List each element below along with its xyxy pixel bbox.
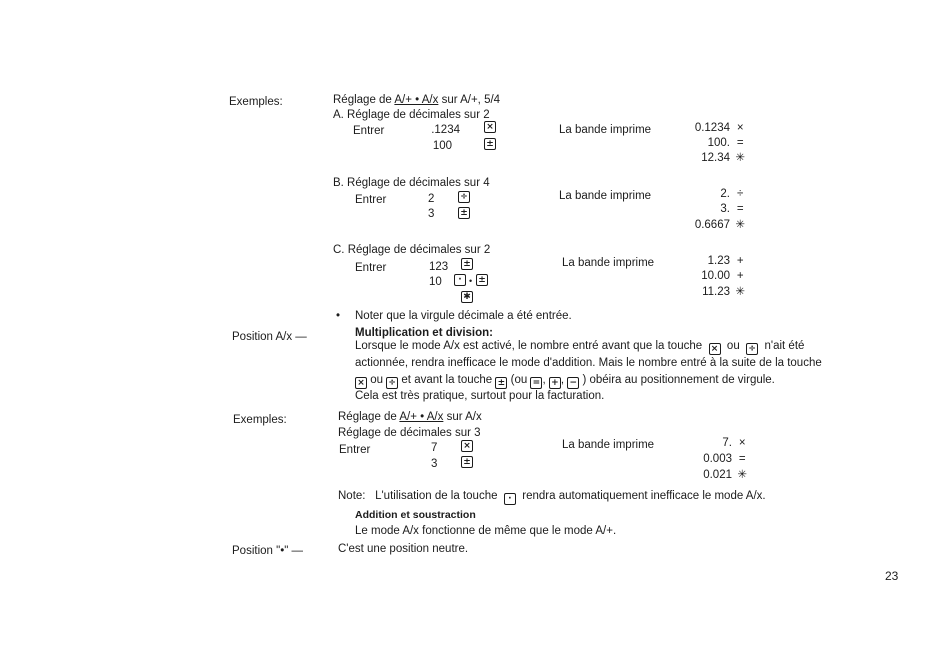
input-c-2: 10 <box>429 276 442 288</box>
input-ex2-1: 7 <box>431 442 438 454</box>
multiply-key-icon: × <box>461 440 473 452</box>
minus-equals-key-icon: = <box>530 377 542 389</box>
note-line: Note: L'utilisation de la touche · rendra automatiquement inefficace le mode A/x. <box>338 490 766 504</box>
multiplication-division-heading: Multiplication et division: <box>355 327 493 339</box>
total-key-icon: ✱ <box>461 291 473 303</box>
divide-key-icon: ÷ <box>746 343 758 355</box>
plus-equals-key-icon: ± <box>495 377 507 389</box>
decimal-note: Noter que la virgule décimale a été entrée. <box>355 310 572 322</box>
position-ax-label: Position A/x — <box>232 331 307 343</box>
section-c-title: C. Réglage de décimales sur 2 <box>333 244 491 256</box>
multiply-key-icon: × <box>355 377 367 389</box>
ax-line-2: actionnée, rendra inefficace le mode d'addition. Mais le nombre entré à la suite de la touche <box>355 357 822 369</box>
examples-label-2: Exemples: <box>233 414 287 426</box>
section-a-title: A. Réglage de décimales sur 2 <box>333 109 490 121</box>
input-b-2: 3 <box>428 208 435 220</box>
tape-label-ex2: La bande imprime <box>562 439 655 451</box>
enter-label-ex2: Entrer <box>339 444 371 456</box>
input-c-1: 123 <box>429 261 449 273</box>
plus-equals-key-icon: ± <box>458 207 470 219</box>
position-dot-text: C'est une position neutre. <box>338 543 469 555</box>
enter-label-b: Entrer <box>355 194 387 206</box>
section-b-title: B. Réglage de décimales sur 4 <box>333 177 490 189</box>
plus-equals-key-icon: ± <box>476 274 488 286</box>
multiply-key-icon: × <box>709 343 721 355</box>
multiply-key-icon: × <box>484 121 496 133</box>
enter-label-a: Entrer <box>353 125 385 137</box>
tape-label-c: La bande imprime <box>562 257 655 269</box>
decimal-point-key-icon: · <box>454 274 466 286</box>
bullet: • <box>336 310 341 322</box>
divide-key-icon: ÷ <box>386 377 398 389</box>
plus-equals-key-icon: ± <box>461 258 473 270</box>
position-dot-label: Position "•" — <box>232 545 303 557</box>
input-a-1: .1234 <box>431 124 460 136</box>
input-b-1: 2 <box>428 193 435 205</box>
page-number: 23 <box>885 569 899 583</box>
mode-setting-line-1: Réglage de A/+ • A/x sur A/+, 5/4 <box>333 94 501 106</box>
tape-label-b: La bande imprime <box>559 190 652 202</box>
plus-equals-key-icon: ± <box>484 138 496 150</box>
minus-one-key-icon: − <box>567 377 579 389</box>
examples-label-1: Exemples: <box>229 96 283 108</box>
plus-equals-key-icon: ± <box>461 456 473 468</box>
addition-subtraction-text: Le mode A/x fonctionne de même que le mode A/+. <box>355 525 617 537</box>
enter-label-c: Entrer <box>355 262 387 274</box>
decimals-setting-2: Réglage de décimales sur 3 <box>338 427 481 439</box>
ax-line-3: × ou ÷ et avant la touche ± (ou = , + , − ) obéira au positionnement de virgule. <box>355 372 885 389</box>
ax-line-4: Cela est très pratique, surtout pour la facturation. <box>355 390 605 402</box>
addition-subtraction-heading: Addition et soustraction <box>355 509 476 521</box>
decimal-point-key-icon: · <box>504 493 516 505</box>
mode-setting-line-2: Réglage de A/+ • A/x sur A/x <box>338 411 482 423</box>
divide-key-icon: ÷ <box>458 191 470 203</box>
plus-one-key-icon: + <box>549 377 561 389</box>
input-ex2-2: 3 <box>431 458 438 470</box>
input-a-2: 100 <box>432 140 452 152</box>
dot-separator: • <box>469 276 473 286</box>
ax-line-1: Lorsque le mode A/x est activé, le nombre entré avant que la touche × ou ÷ n'ait été <box>355 340 805 354</box>
tape-label-a: La bande imprime <box>559 124 652 136</box>
